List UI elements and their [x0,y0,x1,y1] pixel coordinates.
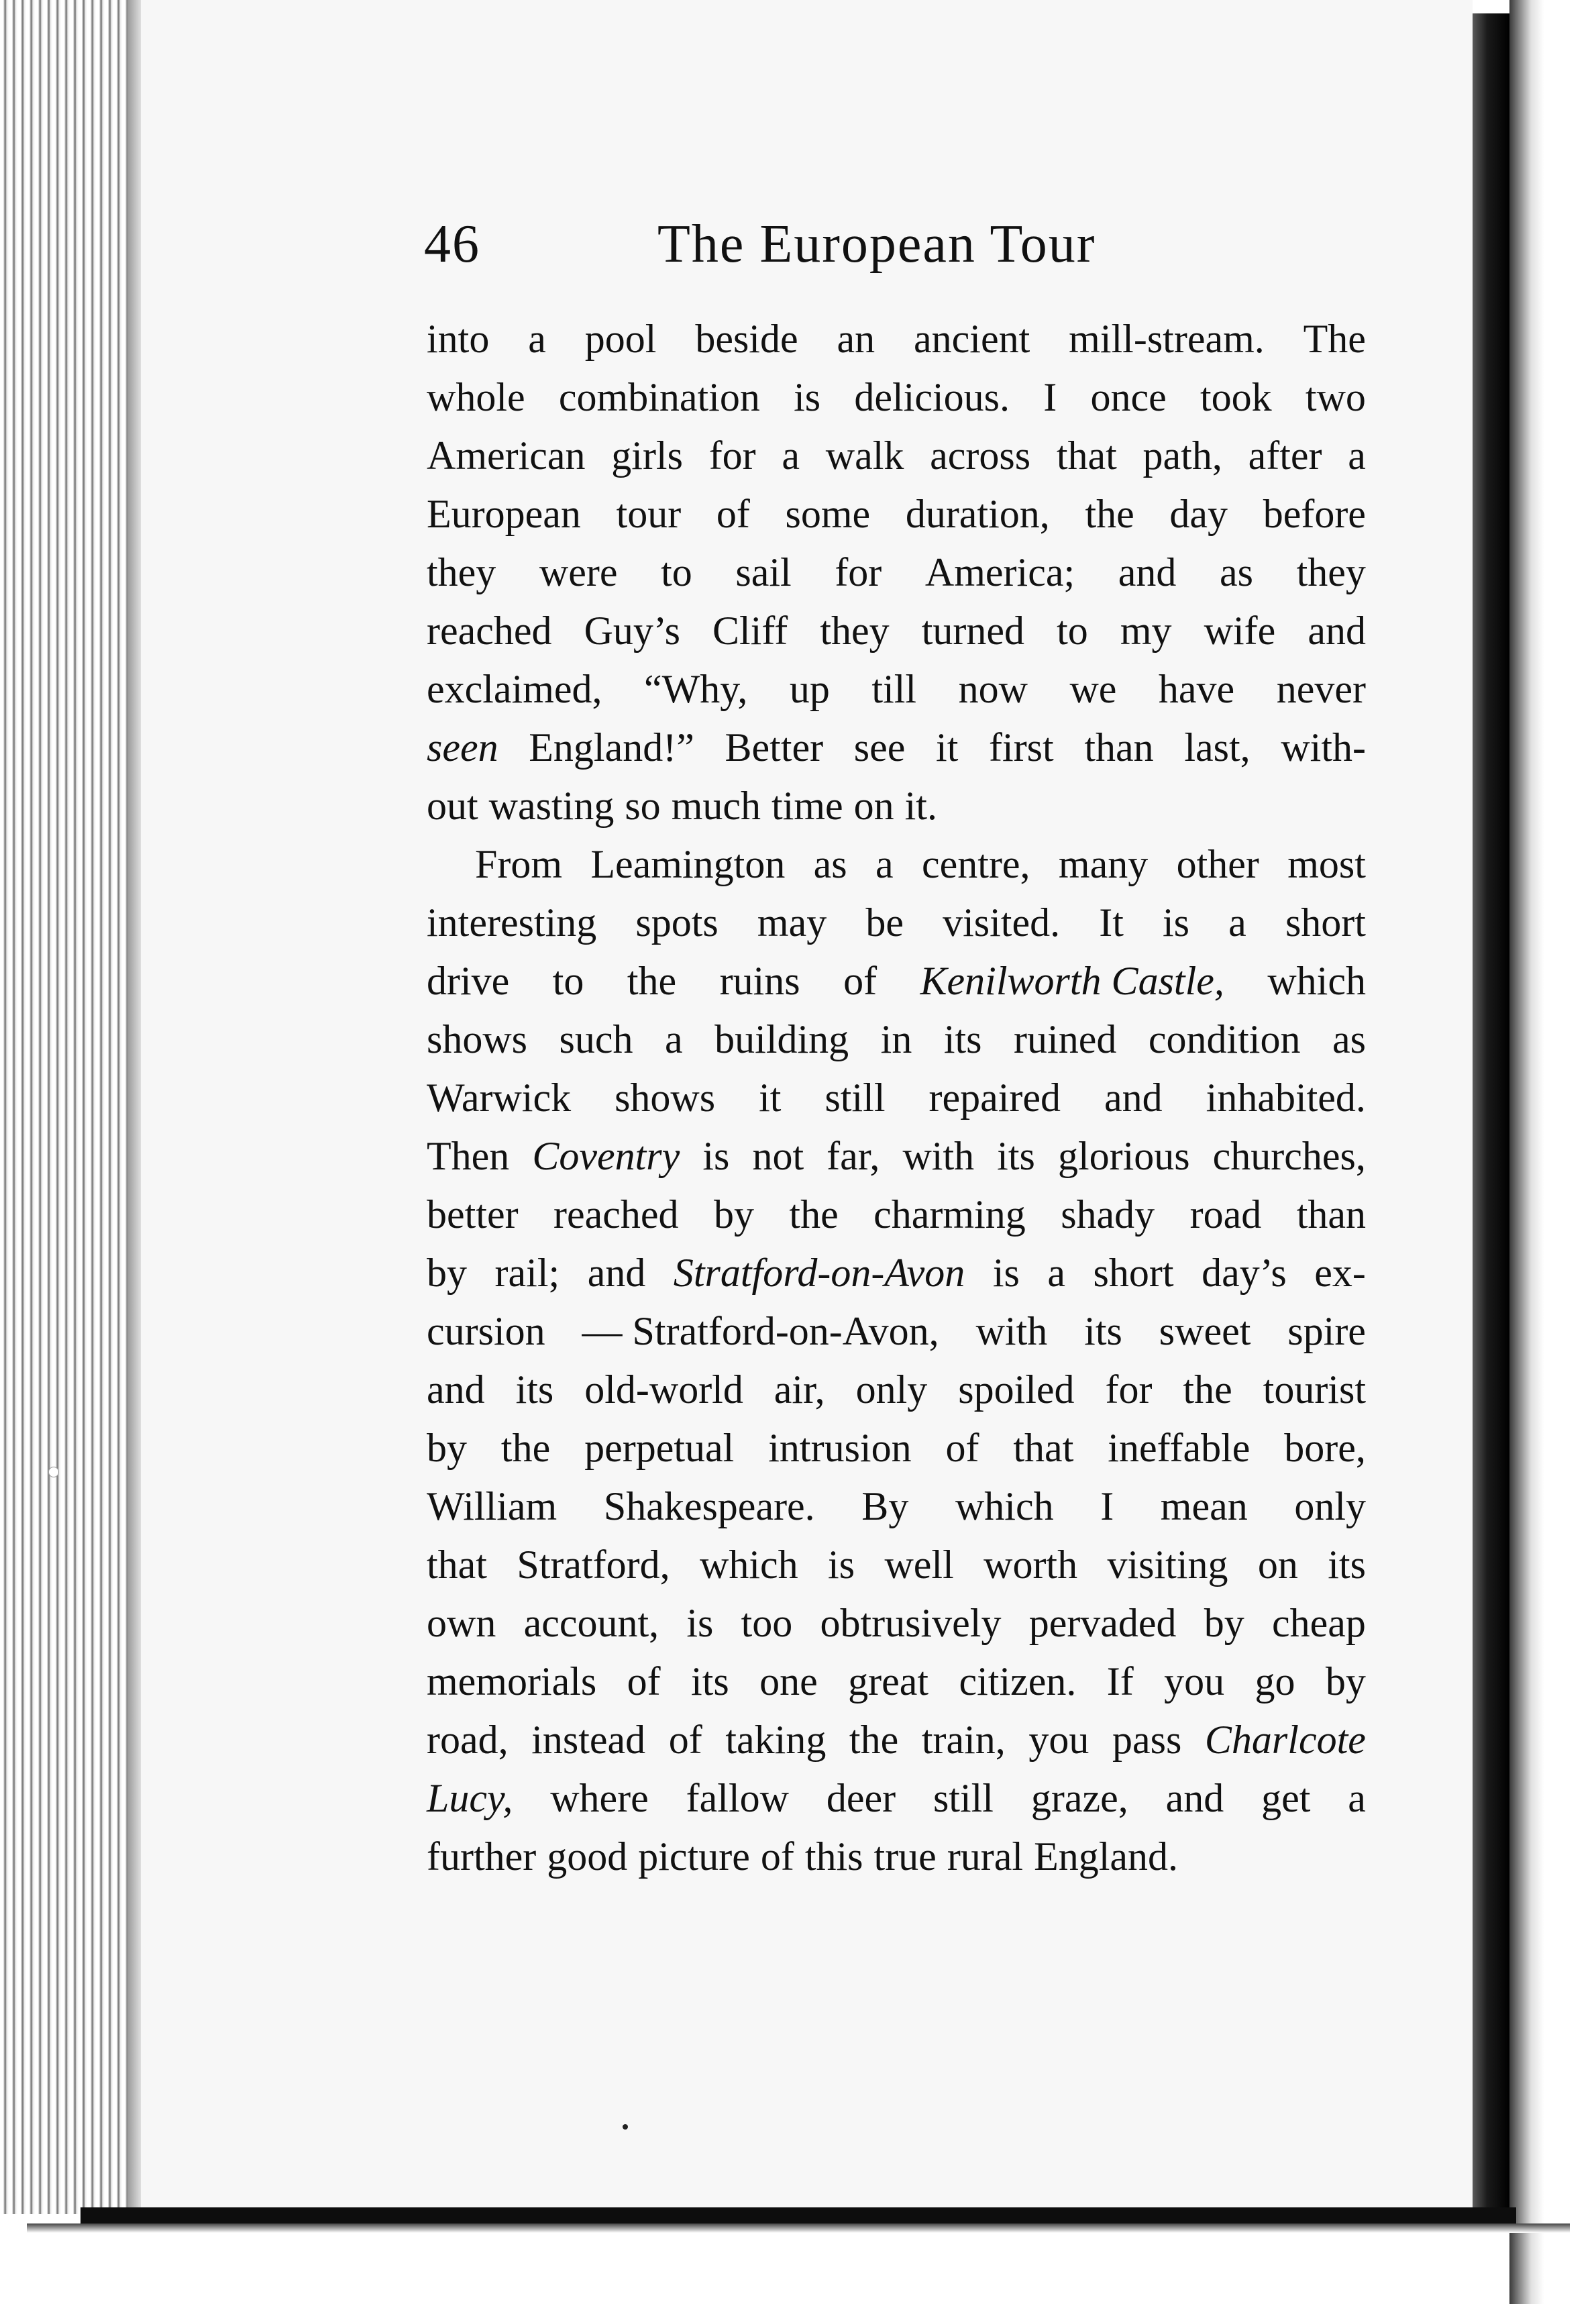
word: they [820,609,890,653]
word: never [1276,667,1366,711]
word: the [1085,492,1134,536]
text-line [427,1419,1366,1477]
right-binding-edge [1509,0,1596,2304]
word: of [945,1426,979,1470]
word: is [1163,900,1190,945]
word: still [824,1076,886,1120]
word: and [1165,1776,1224,1820]
word: where [550,1776,649,1820]
word: took [1200,375,1272,419]
body-text [427,310,1366,1886]
word: condition [1148,1017,1301,1061]
word: by [713,1192,754,1237]
word: a [875,842,894,886]
word: far, [827,1134,880,1178]
word: on [1257,1542,1298,1587]
word: and [1308,609,1366,653]
word: reached [427,609,552,653]
word: of [760,1834,794,1879]
word: as [1219,550,1253,594]
word: cursion [427,1309,545,1353]
word: that [1013,1426,1074,1470]
text-line [427,1828,1366,1886]
word: to [661,550,692,594]
word: spots [635,900,719,945]
word: fallow [686,1776,789,1820]
running-title: The European Tour [657,215,1096,274]
word: the [849,1718,899,1762]
word: glorious [1057,1134,1190,1178]
word: the [789,1192,839,1237]
word: pass [1112,1718,1182,1762]
word: into [427,317,490,361]
word: England. [1034,1834,1179,1879]
text-line [427,719,1366,777]
word: by [427,1426,467,1470]
word: ineffable [1108,1426,1251,1470]
word: If [1106,1659,1134,1704]
word: by [1204,1601,1244,1645]
word: to [552,959,584,1003]
word: as [813,842,847,886]
word: train, [921,1718,1006,1762]
word: for [835,550,882,594]
text-line [427,835,1366,894]
word: as [1332,1017,1366,1061]
word: across [930,433,1031,478]
word: picture [638,1834,750,1879]
word: Guy’s [584,609,680,653]
word: that [427,1542,487,1587]
word: is [828,1542,855,1587]
word: rural [947,1834,1024,1879]
word: ancient [914,317,1030,361]
word: pool [584,317,657,361]
word: only [1294,1484,1366,1528]
word: up [789,667,830,711]
word: William [427,1484,557,1528]
speck-mark [623,2124,628,2130]
word: till [871,667,917,711]
word: before [1263,492,1366,536]
word: duration, [905,492,1050,536]
text-line [427,368,1366,427]
word: It [1099,900,1124,945]
word: a [1348,433,1366,478]
word: I [1043,375,1057,419]
word: combination [558,375,760,419]
word: you [1028,1718,1089,1762]
edge-speck [48,1467,59,1477]
word: deer [826,1776,896,1820]
word: short [1285,900,1366,945]
word: ruined [1014,1017,1117,1061]
word: once [1090,375,1167,419]
word: the [627,959,677,1003]
word: Cliff [712,609,788,653]
text-line [427,1186,1366,1244]
word: have [1158,667,1235,711]
word: too [741,1601,793,1645]
word: centre, [922,842,1030,886]
word: ex- [1314,1251,1366,1295]
word: delicious. [854,375,1010,419]
word: its [1084,1309,1122,1353]
word: other [1176,842,1259,886]
word: walk [825,433,904,478]
word: wasting [488,784,615,828]
word: I [1100,1484,1114,1528]
word: road, [427,1718,509,1762]
book-page-edges [0,0,144,2214]
word: is [794,375,821,419]
word: churches, [1212,1134,1366,1178]
word: good [547,1834,628,1879]
word: the [1183,1367,1232,1412]
word: Charlcote [1204,1718,1366,1762]
word: “Why, [644,667,748,711]
word: one [759,1659,818,1704]
word: sail [735,550,792,594]
word: which [955,1484,1054,1528]
word: reached [553,1192,679,1237]
word: now [958,667,1028,711]
word: obtrusively [820,1601,1002,1645]
word: inhabited. [1206,1076,1366,1120]
word: mean [1160,1484,1248,1528]
text-line [427,1769,1366,1828]
word: with- [1281,725,1366,770]
text-line [427,1010,1366,1069]
text-line [427,1711,1366,1769]
word: a [782,433,800,478]
word: of [716,492,750,536]
right-binding-shadow [1473,13,1509,2214]
word: by [1325,1659,1366,1704]
word: get [1261,1776,1311,1820]
word: is [992,1251,1020,1295]
word: exclaimed, [427,667,602,711]
word: two [1305,375,1366,419]
word: which [1267,959,1366,1003]
word: sweet [1159,1309,1251,1353]
word: The [1303,317,1366,361]
word: Coventry [532,1134,680,1178]
word: well [884,1542,954,1587]
text-line [427,777,1366,835]
word: spire [1287,1309,1366,1353]
word: and [587,1251,646,1295]
word: beside [695,317,798,361]
word: America; [924,550,1075,594]
word: may [757,900,827,945]
word: that [1056,433,1117,478]
text-line [427,1594,1366,1653]
word: own [427,1601,496,1645]
word: whole [427,375,525,419]
word: road [1189,1192,1262,1237]
word: its [997,1134,1035,1178]
word: of [627,1659,661,1704]
word: building [714,1017,849,1061]
word: were [539,550,618,594]
word: its [515,1367,554,1412]
paragraph-1 [427,310,1366,835]
word: mill-stream. [1069,317,1265,361]
word: — Stratford-on-Avon, [582,1309,939,1353]
word: American [427,433,586,478]
word: day [1169,492,1228,536]
word: a [1348,1776,1366,1820]
text-line [427,1302,1366,1361]
word: tourist [1263,1367,1366,1412]
word: great [848,1659,929,1704]
word: not [752,1134,804,1178]
word: Warwick [427,1076,572,1120]
text-line [427,1244,1366,1302]
word: account, [523,1601,659,1645]
word: a [1228,900,1246,945]
text-line [427,1069,1366,1127]
word: the [500,1426,551,1470]
text-line [427,1653,1366,1711]
word: graze, [1030,1776,1128,1820]
word: Then [427,1134,510,1178]
word: citizen. [959,1659,1077,1704]
word: on [853,784,894,828]
word: memorials [427,1659,597,1704]
word: short [1093,1251,1174,1295]
word: ruins [719,959,800,1003]
word: with [902,1134,975,1178]
word: air, [774,1367,825,1412]
word: cheap [1272,1601,1366,1645]
word: it [759,1076,782,1120]
word: interesting [427,900,597,945]
word: further [427,1834,537,1879]
word: a [528,317,546,361]
word: seen [427,725,498,770]
word: rail; [494,1251,560,1295]
word: better [427,1192,519,1237]
text-line [427,1477,1366,1536]
text-line [427,543,1366,602]
word: old-world [584,1367,743,1412]
word: Leamington [590,842,786,886]
word: a [665,1017,683,1061]
word: which [700,1542,798,1587]
word: with [975,1309,1048,1353]
word: spoiled [958,1367,1075,1412]
word: be [865,900,904,945]
word: Shakespeare. [603,1484,815,1528]
word: taking [725,1718,827,1762]
word: an [837,317,875,361]
text-line [427,660,1366,719]
word: charming [873,1192,1026,1237]
word: worth [983,1542,1078,1587]
word: we [1069,667,1117,711]
word: they [427,550,496,594]
word: drive [427,959,510,1003]
word: it. [904,784,937,828]
word: Stratford-on-Avon [673,1251,965,1295]
word: my [1120,609,1172,653]
word: visiting [1107,1542,1228,1587]
word: for [708,433,756,478]
word: much [671,784,761,828]
word: visited. [943,900,1061,945]
word: Stratford, [517,1542,670,1587]
text-line [427,1127,1366,1186]
word: than [1084,725,1154,770]
word: you [1164,1659,1225,1704]
word: day’s [1202,1251,1287,1295]
word: go [1255,1659,1295,1704]
word: perpetual [584,1426,735,1470]
word: still [933,1776,994,1820]
word: than [1296,1192,1366,1237]
text-line [427,894,1366,952]
text-line [427,952,1366,1010]
text-line [427,602,1366,660]
word: instead [531,1718,646,1762]
word: is [686,1601,714,1645]
text-line [427,427,1366,485]
text-line [427,310,1366,368]
word: only [855,1367,928,1412]
word: a [1047,1251,1066,1295]
word: From [475,842,563,886]
word: is [702,1134,730,1178]
bottom-page-edge [81,2207,1516,2223]
word: England!” [529,725,694,770]
word: most [1287,842,1366,886]
word: out [427,784,478,828]
word: of [668,1718,702,1762]
word: and [1104,1076,1163,1120]
word: such [559,1017,633,1061]
text-line [427,1536,1366,1594]
word: see [853,725,906,770]
paragraph-2 [427,835,1366,1886]
word: Lucy, [427,1776,513,1820]
word: its [691,1659,729,1704]
page-number: 46 [424,215,480,274]
word: first [989,725,1054,770]
word: and [427,1367,485,1412]
word: it [936,725,959,770]
word: repaired [928,1076,1061,1120]
word: after [1248,433,1322,478]
word: Kenilworth Castle, [920,959,1224,1003]
word: they [1296,550,1366,594]
word: of [843,959,877,1003]
word: By [861,1484,909,1528]
word: Better [725,725,824,770]
word: intrusion [768,1426,912,1470]
word: many [1058,842,1149,886]
word: pervaded [1028,1601,1177,1645]
word: wife [1204,609,1276,653]
bottom-shadow [27,2223,1570,2233]
word: shows [427,1017,528,1061]
word: to [1057,609,1088,653]
word: girls [611,433,683,478]
word: last, [1184,725,1251,770]
word: this [804,1834,863,1879]
text-line [427,1361,1366,1419]
word: its [943,1017,982,1061]
word: shady [1061,1192,1155,1237]
word: by [427,1251,467,1295]
word: its [1328,1542,1366,1587]
word: in [880,1017,912,1061]
word: tour [616,492,682,536]
word: for [1105,1367,1153,1412]
text-line [427,485,1366,543]
word: some [785,492,871,536]
word: bore, [1284,1426,1366,1470]
word: time [772,784,843,828]
word: turned [921,609,1025,653]
word: and [1118,550,1177,594]
word: shows [615,1076,716,1120]
word: so [625,784,661,828]
word: true [873,1834,937,1879]
word: path, [1142,433,1222,478]
word: European [427,492,581,536]
